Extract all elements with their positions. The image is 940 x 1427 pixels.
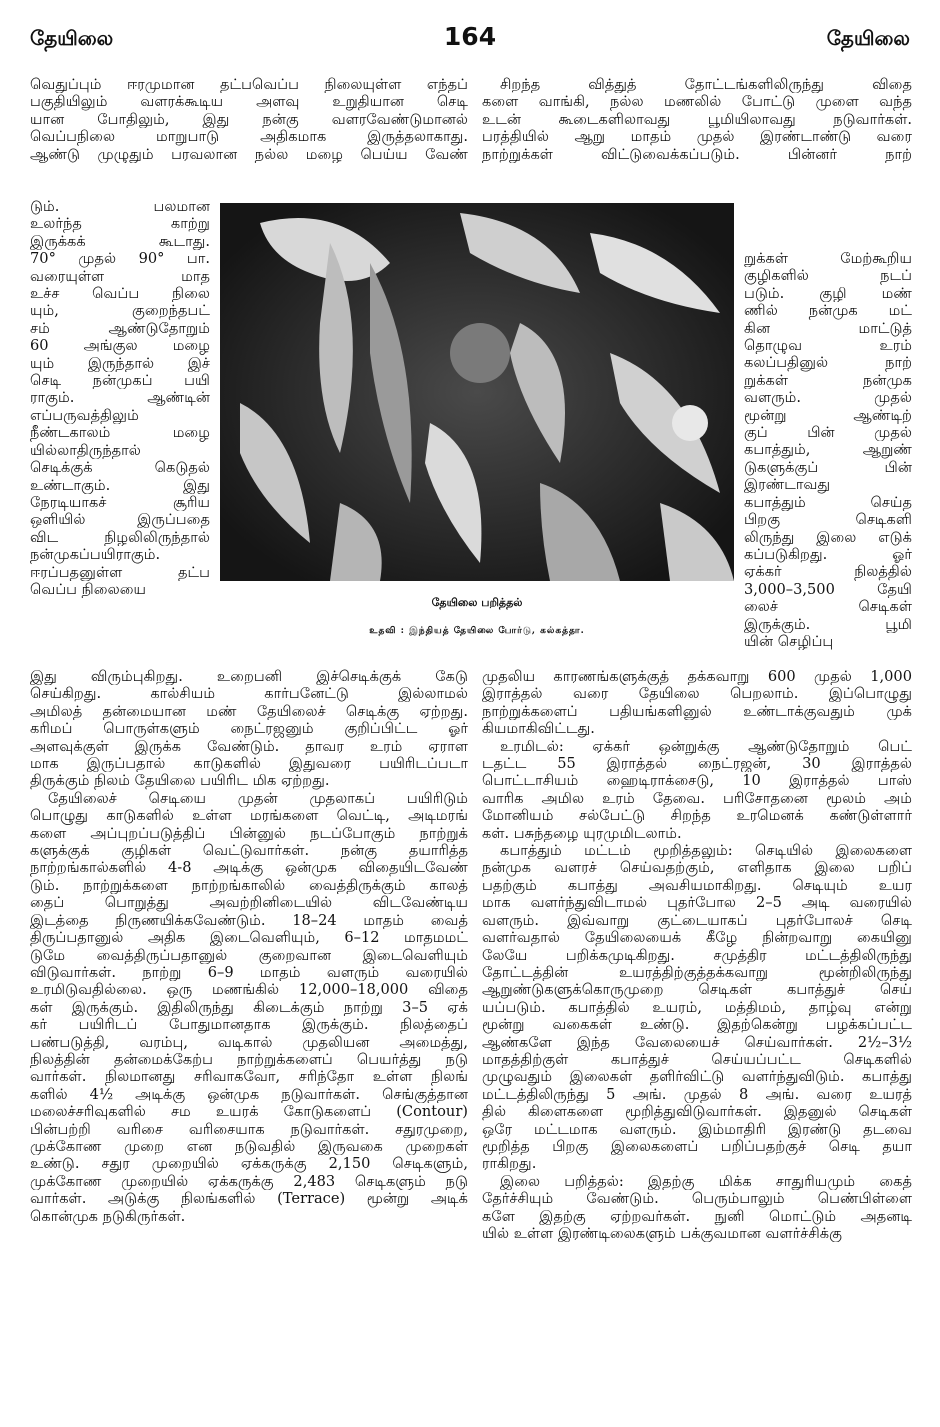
text-line: அளவுக்குள் இருக்க வேண்டும். தாவர உரம் ஏராள xyxy=(30,737,468,755)
text-line: முதலிய காரணங்களுக்குத் தக்கவாறு 600 முதல் 1,000 xyxy=(482,668,912,685)
text-line: வரையுள்ள மாத xyxy=(30,267,210,285)
text-line: யில்லாதிருந்தால் xyxy=(30,441,141,459)
text-line: மோனியம் சல்பேட்டு சிறந்த உரமெனக் கண்டுள்ளார் xyxy=(482,807,912,825)
text-line: வெப்பநிலை மாறுபாடு அதிகமாக இருத்தலாகாது. xyxy=(30,128,468,146)
text-line: லிருந்து இலை எடுக் xyxy=(744,528,912,546)
text-line: களை அப்புறப்படுத்திப் பின்னுல் நடப்போகும் நாற்றுக் xyxy=(30,824,468,842)
text-line: திருப்பதானுல் அதிக இடைவெளியும், 6–12 மாதமமட் xyxy=(30,929,468,947)
text-line: திருக்கும் நிலம் தேயிலை பயிரிட மிக ஏற்றது. xyxy=(30,772,330,790)
text-line: உடன் கூடைகளிலாவது பூமியிலாவது நடுவார்கள். xyxy=(482,110,912,128)
text-line: உண்டாகும். இது xyxy=(30,476,210,494)
photo-image xyxy=(220,203,734,581)
text-line: 3,000–3,500 தேயி xyxy=(744,580,912,598)
text-line: இடத்தை நிருணயிக்கவேண்டும். 18–24 மாதம் வைத் xyxy=(30,911,468,929)
left-column-top xyxy=(30,76,468,163)
right-column-bottom xyxy=(482,668,912,1242)
text-line: இலை பறித்தல்: இதற்கு மிக்க சாதுரியமும் கைத் xyxy=(500,1172,912,1190)
text-line: இருக்கும். பூமி xyxy=(744,615,912,633)
text-line: யில் உள்ள இரண்டிலைகளும் பக்குவமான வளர்ச்சிக்கு xyxy=(482,1225,843,1242)
text-line: கரிமப் பொருள்களும் நைட்ரஜனும் குறிப்பிட்ட ஓர் xyxy=(30,720,468,738)
text-line: விடுவார்கள். நாற்று 6–9 மாதம் வளரும் வரையில் xyxy=(30,963,468,981)
running-header-left: தேயிலை xyxy=(30,26,114,50)
text-line: செடி நன்முகப் பயி xyxy=(30,372,210,390)
text-line: தோட்டத்தின் உயரத்திற்குத்தக்கவாறு மூன்றிலிருந்து xyxy=(482,963,912,981)
text-line: மூன்று ஆண்டிற் xyxy=(744,406,912,424)
text-line: கள். பசுந்தழை யுரமுமிடலாம். xyxy=(482,824,682,842)
text-line: முக்கோண முறை என நடுவதில் இருவகை முறைகள் xyxy=(30,1137,468,1155)
text-line: 70° முதல் 90° பா. xyxy=(30,250,210,268)
text-line: களுக்குக் குழிகள் வெட்டுவார்கள். நன்கு தயாரித்த xyxy=(30,842,468,860)
text-line: தொழுவ உரம் xyxy=(744,337,912,355)
text-line: ராகும். ஆண்டின் xyxy=(30,389,210,407)
text-line: மலைச்சரிவுகளில் சம உயரக் கோடுகளைப் (Contour) xyxy=(30,1103,468,1121)
text-line: உரமிடல்: ஏக்கர் ஒன்றுக்கு ஆண்டுதோறும் பெட் xyxy=(500,737,912,755)
right-column-narrow xyxy=(744,250,912,650)
text-line: மாக வளர்ந்துவிடாமல் புதர்போல 2–5 அடி வரையில் xyxy=(482,894,912,912)
text-line: எப்பருவத்திலும் xyxy=(30,406,139,424)
text-line: இது விரும்புகிறது. உறைபனி இச்செடிக்குக் கேடு xyxy=(30,668,468,685)
text-line: சம் ஆண்டுதோறும் xyxy=(30,319,210,337)
text-line: நீண்டகாலம் மழை xyxy=(30,424,210,442)
text-line: ணில் நன்முக மட் xyxy=(744,302,912,320)
text-line: கலப்பதினுல் நாற் xyxy=(744,354,912,372)
text-line: தில் கிளைகளை மூறித்துவிடுவார்கள். இதனுல் செடிகள் xyxy=(482,1103,912,1121)
text-line: கபாத்தும், ஆறுண் xyxy=(744,441,912,459)
text-line: நன்முக வளரச் செய்வதற்கும், எளிதாக இலை பறிப் xyxy=(482,859,912,877)
text-line: இராத்தல் வரை தேயிலை பெறலாம். இப்பொழுது xyxy=(482,685,912,703)
text-line: வளர்வதால் தேயிலையைக் கீழே நின்றவாறு கையினு xyxy=(482,929,912,947)
text-line: கின மாட்டுத் xyxy=(744,319,912,337)
text-line: மூறித்த பிறகு இலைகளைப் பறிப்பதற்குச் செடி தயா xyxy=(482,1137,912,1155)
left-column-bottom xyxy=(30,668,468,1225)
text-line: நாற்றுக்கள் விட்டுவைக்கப்படும். பின்னர் நாற் xyxy=(482,145,912,163)
text-line: டுமே வைத்திருப்பதானுல் குறைவான இடைவெளியும் xyxy=(30,946,468,964)
text-line: ராகிறது. xyxy=(482,1155,537,1173)
text-line: டும். பலமான xyxy=(30,198,210,215)
text-line: ஒரே மட்டமாக வளரும். இம்மாதிரி இரண்டு தடவை xyxy=(482,1120,912,1138)
text-line: பகுதியிலும் வளரக்கூடிய அளவு உறுதியான செடி xyxy=(30,93,468,111)
text-line: பொழுது காடுகளில் உள்ள மரங்களை வெட்டி, அடிமரங் xyxy=(30,807,468,825)
text-line: கபாத்தும் மட்டம் மூறித்தலும்: செடியில் இலைகளை xyxy=(500,842,912,860)
text-line: முக்கோண முறையில் ஏக்கருக்கு 2,483 செடிகளும் நடு xyxy=(30,1172,468,1190)
text-line: யின் செழிப்பு xyxy=(744,632,834,650)
text-line: கியமாகிவிட்டது. xyxy=(482,720,595,738)
left-column-narrow xyxy=(30,198,210,598)
text-line: விட நிழலிலிருந்தால் xyxy=(30,528,210,546)
text-line: செடிக்குக் கெடுதல் xyxy=(30,459,210,477)
text-line: பதற்கும் கபாத்து அவசியமாகிறது. செடியும் உயர xyxy=(482,876,912,894)
text-line: நேரடியாகச் சூரிய xyxy=(30,493,210,511)
text-line: யான போதிலும், இது நன்கு வளரவேண்டுமானல் xyxy=(30,110,468,128)
text-line: யும், குறைந்தபட் xyxy=(30,302,210,320)
text-line: முழுவதும் இலைகள் தளிர்விட்டு வளர்ந்துவிடும். கபாத்து xyxy=(482,1068,912,1086)
text-line: ஆண்டு முழுதும் பரவலான நல்ல மழை பெய்ய வேண் xyxy=(30,145,468,163)
text-line: வாரிக அமில உரம் தேவை. பரிசோதனை மூலம் அம் xyxy=(482,789,912,807)
photo-caption: தேயிலை பறித்தல் xyxy=(431,596,523,609)
text-line: களில் 4½ அடிக்கு ஒன்முக நடுவார்கள். செங்குத்தான xyxy=(30,1085,468,1103)
text-line: வார்கள். நிலமானது சரிவாகவோ, சரிந்தோ உள்ள நிலங் xyxy=(30,1068,468,1086)
text-line: 60 அங்குல மழை xyxy=(30,337,210,355)
text-line: பின்பற்றி வரிசை வரிசையாக நடுவார்கள். சதுரமுறை, xyxy=(30,1120,468,1138)
text-line: கர் பயிரிடப் போதுமானதாக இருக்கும். நிலத்தைப் xyxy=(30,1016,468,1034)
text-line: மூன்று வகைகள் உண்டு. இதற்கென்று பழக்கப்பட்ட xyxy=(482,1016,912,1034)
text-line: இரண்டாவது xyxy=(744,476,831,494)
text-line: குப் பின் முதல் xyxy=(744,424,912,442)
text-line: இருக்கக் கூடாது. xyxy=(30,232,210,250)
text-line: ஆறுண்டுகளுக்கொருமுறை செடிகள் கபாத்துச் செய் xyxy=(482,981,912,999)
text-line: மட்டத்திலிருந்து 5 அங். முதல் 8 அங். வரை உயரத் xyxy=(482,1085,912,1103)
text-line: உச்ச வெப்ப நிலை xyxy=(30,285,210,303)
text-line: அமிலத் தன்மையான மண் தேயிலைச் செடிக்கு ஏற்றது. xyxy=(30,702,468,720)
text-line: வெதுப்பும் ஈரமுமான தட்பவெப்ப நிலையுள்ள எந்தப் xyxy=(30,76,468,93)
text-line: கப்படுகிறது. ஓர் xyxy=(744,545,912,563)
page-number: 164 xyxy=(443,22,497,51)
text-line: பரத்தியில் ஆறு மாதம் முதல் இரண்டாண்டு வரை xyxy=(482,128,912,146)
text-line: கொன்முக நடுகிருர்கள். xyxy=(30,1207,186,1225)
text-line: பொட்டாசியம் ஹைடிராக்சைடு, 10 இராத்தல் பாஸ் xyxy=(482,772,912,790)
right-column-top xyxy=(482,76,912,163)
text-line: வளரும். முதல் xyxy=(744,389,912,407)
text-line: களை வாங்கி, நல்ல மணலில் போட்டு முளை வந்த xyxy=(482,93,912,111)
tea-plucking-photo xyxy=(220,203,734,581)
text-line: உரமிடுவதில்லை. ஒரு மணங்கில் 12,000–18,000 விதை xyxy=(30,981,468,999)
text-line: வளரும். இவ்வாறு குட்டையாகப் புதர்போலச் செடி xyxy=(482,911,912,929)
text-line: மாதத்திற்குள் கபாத்துச் செய்யப்பட்ட செடிகளில் xyxy=(482,1050,912,1068)
photo-credit: உதவி : இந்தியத் தேயிலை போர்டு, கல்கத்தா. xyxy=(369,626,585,636)
text-line: கள் இருக்கும். இதிலிருந்து கிடைக்கும் நாற்று 3–5 ஏக் xyxy=(30,998,468,1016)
text-line: உலர்ந்த காற்று xyxy=(30,215,210,233)
text-line: கபாத்தும் செய்த xyxy=(744,493,912,511)
text-line: தைப் பொறுத்து அவற்றினிடையில் விடவேண்டிய xyxy=(30,894,468,912)
text-line: டதட்ட 55 இராத்தல் நைட்ரஜன், 30 இராத்தல் xyxy=(482,755,912,773)
text-line: நன்முகப்பயிராகும். xyxy=(30,546,161,564)
text-line: படும். குழி மண் xyxy=(744,284,912,302)
text-line: சிறந்த வித்துத் தோட்டங்களிலிருந்து விதை xyxy=(500,76,912,93)
text-line: வார்கள். அடுக்கு நிலங்களில் (Terrace) மூன்று அடிக் xyxy=(30,1190,468,1208)
text-line: களே இதற்கு ஏற்றவர்கள். நுனி மொட்டும் அதனடி xyxy=(482,1207,912,1225)
text-line: றுக்கள் நன்முக xyxy=(744,371,912,389)
text-line: நாற்றுக்களைப் பதியங்களினுல் உண்டாக்குவதும் முக் xyxy=(482,702,912,720)
text-line: ஏக்கர் நிலத்தில் xyxy=(744,563,912,581)
text-line: றுக்கள் மேற்கூறிய xyxy=(744,250,912,267)
text-line: நிலத்தின் தன்மைக்கேற்ப நாற்றுக்களைப் பெயர்த்து நடு xyxy=(30,1050,468,1068)
text-line: பிறகு செடிகளி xyxy=(744,511,912,529)
text-line: உண்டு. சதுர முறையில் ஏக்கருக்கு 2,150 செடிகளும், xyxy=(30,1155,468,1173)
text-line: குழிகளில் நடப் xyxy=(744,267,912,285)
text-line: லைச் செடிகள் xyxy=(744,598,912,616)
text-line: தேர்ச்சியும் வேண்டும். பெரும்பாலும் பெண்பிள்ளை xyxy=(482,1190,912,1208)
text-line: யப்படும். கபாத்தில் உயரம், மத்திமம், தாழ்வு என்று xyxy=(482,998,912,1016)
text-line: நாற்றங்கால்களில் 4-8 அடிக்கு ஒன்முக விதையிடவேண் xyxy=(30,859,468,877)
running-header-right: தேயிலை xyxy=(826,26,910,50)
text-line: லேயே பறிக்கமுடிகிறது. சமுத்திர மட்டத்திலிருந்து xyxy=(482,946,912,964)
text-line: பண்படுத்தி, வரம்பு, வடிகால் முதலியன அமைத்து, xyxy=(30,1033,468,1051)
text-line: மாக இருப்பதால் காடுகளில் இதுவரை பயிரிடப்படா xyxy=(30,755,468,773)
text-line: டுகளுக்குப் பின் xyxy=(744,458,912,476)
text-line: டும். நாற்றுக்களை நாற்றங்காலில் வைத்திருக்கும் காலத் xyxy=(30,876,468,894)
text-line: யும் இருந்தால் இச் xyxy=(30,354,210,372)
text-line: வெப்ப நிலையை xyxy=(30,580,147,598)
text-line: செய்கிறது. கால்சியம் கார்பனேட்டு இல்லாமல் xyxy=(30,685,468,703)
text-line: தேயிலைச் செடியை முதன் முதலாகப் பயிரிடும் xyxy=(48,789,468,807)
text-line: ஒளியில் இருப்பதை xyxy=(30,511,210,529)
text-line: ஈரப்பதனுள்ள தட்ப xyxy=(30,563,210,581)
text-line: ஆண்களே இந்த வேலையைச் செய்வார்கள். 2½–3½ xyxy=(482,1033,912,1051)
